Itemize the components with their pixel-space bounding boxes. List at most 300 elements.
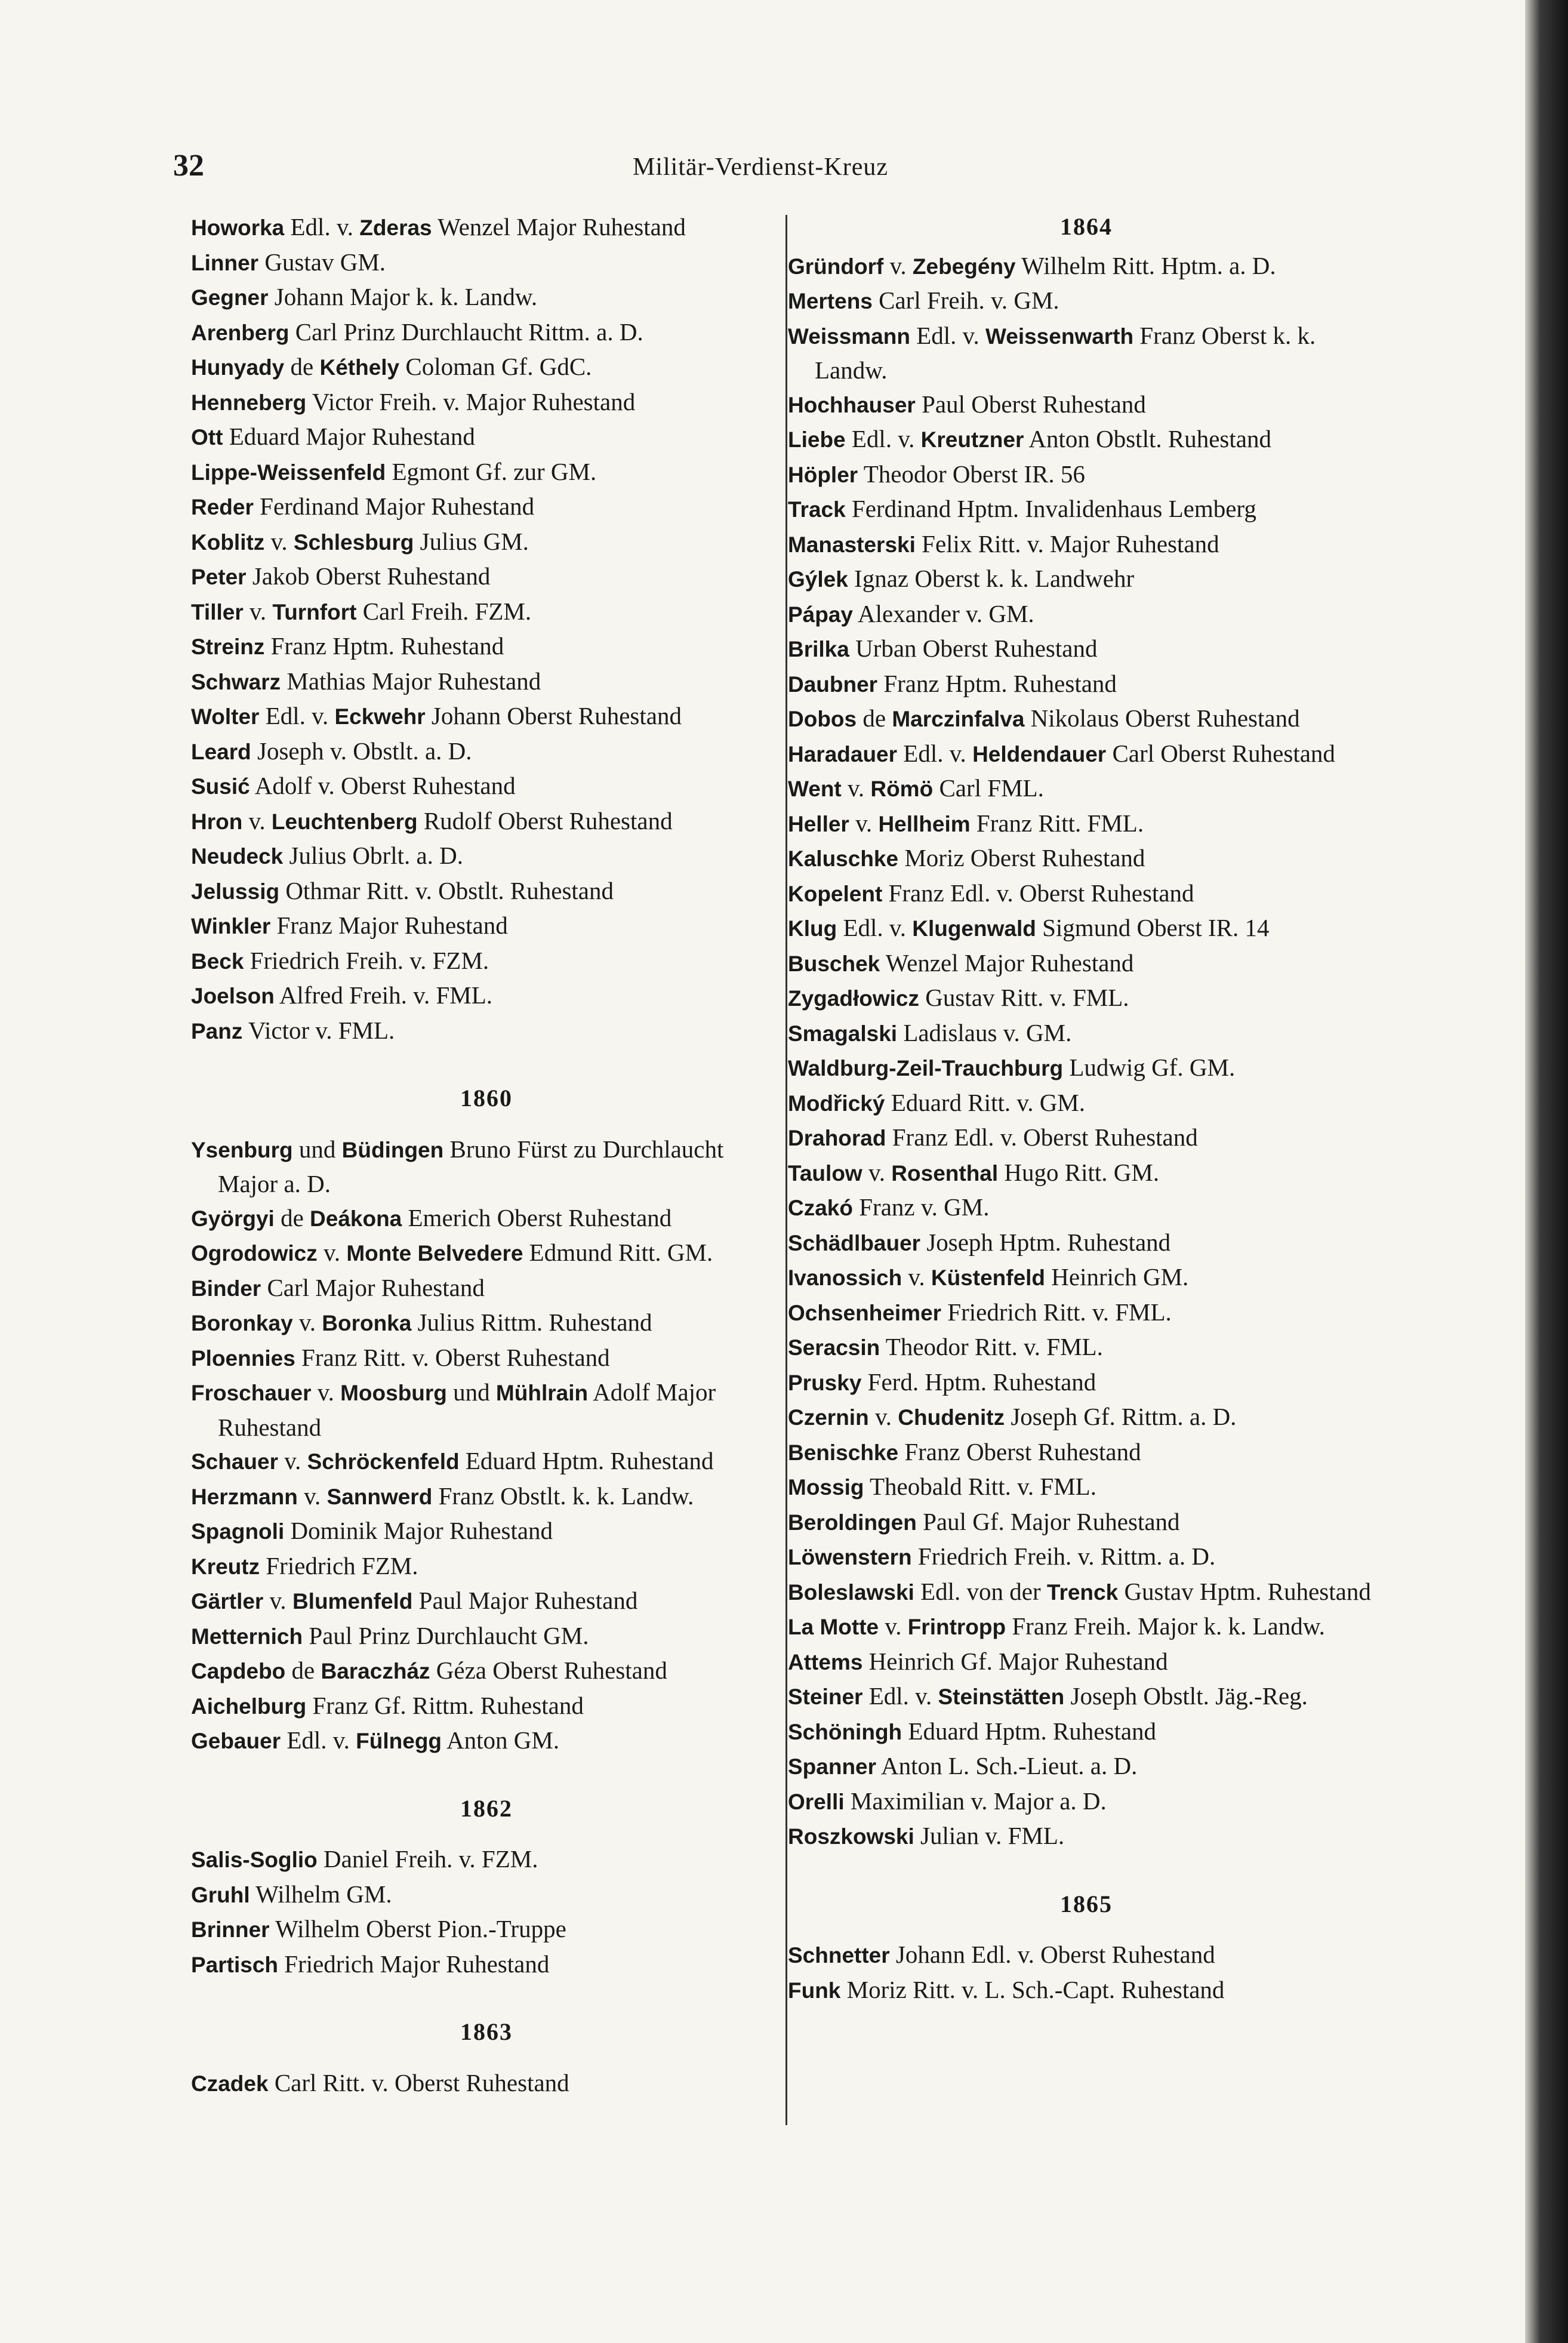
entry-text: Franz Oberst Ruhestand: [898, 1437, 1141, 1465]
list-item: [788, 1645, 1385, 1680]
list-item: [788, 562, 1385, 597]
list-item: [191, 455, 782, 490]
entry-surname: Spanner: [788, 1754, 877, 1779]
entry-predicate: Marczinfalva: [892, 707, 1025, 731]
entry-predicate: Sannwerd: [326, 1484, 433, 1509]
entry-text: v.: [311, 1378, 341, 1406]
list-item: [788, 1784, 1385, 1819]
entry-predicate: Blumenfeld: [292, 1589, 413, 1614]
list-item: [788, 841, 1385, 876]
entry-surname: Waldburg-Zeil-Trauchburg: [788, 1056, 1064, 1080]
entry-surname: Smagalski: [788, 1021, 898, 1046]
entry-surname: Mossig: [788, 1475, 864, 1500]
entry-text: Anton GM.: [442, 1726, 560, 1754]
entry-surname: Reder: [191, 495, 254, 519]
entry-text: Johann Oberst Ruhestand: [425, 702, 682, 729]
entry-text: v.: [278, 1447, 307, 1474]
entry-text: Wenzel Major Ruhestand: [432, 213, 686, 241]
list-item: [191, 1014, 782, 1049]
entry-surname: Zygadłowicz: [788, 986, 919, 1011]
list-item: [191, 1877, 782, 1913]
entry-text: Carl FML.: [933, 774, 1044, 802]
entry-text: Julian v. FML.: [914, 1822, 1065, 1849]
entry-surname: Hron: [191, 809, 243, 834]
entry-surname: Schauer: [191, 1449, 279, 1474]
entry-text: Ferdinand Hptm. Invalidenhaus Lemberg: [845, 495, 1256, 522]
entry-surname: Brinner: [191, 1917, 270, 1942]
entry-text: Dominik Major Ruhestand: [284, 1517, 553, 1544]
entry-text: Hugo Ritt. GM.: [998, 1158, 1160, 1186]
list-item: [788, 422, 1385, 457]
entry-surname: Gegner: [191, 285, 269, 310]
entry-surname: Funk: [788, 1978, 841, 2003]
list-item: [788, 737, 1385, 772]
entry-surname: Steiner: [788, 1685, 863, 1709]
entry-text: und: [292, 1135, 342, 1163]
list-item: [788, 981, 1385, 1016]
entry-predicate: Leuchtenberg: [271, 809, 418, 834]
list-item: [788, 1226, 1385, 1261]
list-item: [191, 874, 782, 909]
entry-surname: Spagnoli: [191, 1519, 285, 1544]
entry-predicate: Hellheim: [878, 811, 971, 836]
entry-text: Edmund Ritt. GM.: [523, 1239, 713, 1266]
entry-text: Alexander v. GM.: [853, 599, 1034, 627]
entry-text: Edl. v.: [910, 321, 985, 349]
list-item: [191, 1201, 782, 1236]
entry-predicate: Schröckenfeld: [307, 1449, 460, 1474]
list-item: [788, 1973, 1385, 2008]
entry-surname: Hunyady: [191, 355, 285, 380]
entry-surname: Gründorf: [788, 254, 884, 279]
entry-text: de: [284, 353, 320, 380]
list-item: [191, 2066, 782, 2101]
list-item: [788, 1609, 1385, 1645]
entry-text: Julius Obrlt. a. D.: [283, 842, 464, 869]
entry-text: Johann Edl. v. Oberst Ruhestand: [889, 1941, 1215, 1968]
list-item: [788, 597, 1385, 632]
entry-text: Theodor Oberst IR. 56: [858, 460, 1085, 488]
entry-surname: Leard: [191, 739, 251, 764]
entry-surname: Mertens: [788, 289, 873, 313]
entry-text: Eduard Hptm. Ruhestand: [902, 1717, 1157, 1745]
entry-surname: Gruhl: [191, 1882, 250, 1907]
list-item: [788, 1819, 1385, 1854]
entry-surname: Kaluschke: [788, 846, 899, 871]
entry-text: Friedrich Freih. v. Rittm. a. D.: [911, 1542, 1216, 1570]
list-item: [788, 1156, 1385, 1191]
entry-text: und: [446, 1378, 496, 1406]
entry-surname: Lippe-Weissenfeld: [191, 460, 386, 485]
entry-surname: Schädlbauer: [788, 1230, 921, 1255]
list-item: [788, 771, 1385, 806]
entry-surname: Löwenstern: [788, 1545, 912, 1569]
entry-text: v.: [263, 1587, 292, 1614]
list-item: [191, 1132, 782, 1201]
list-item: [191, 734, 782, 769]
list-item: [788, 1938, 1385, 1973]
entry-surname: Prusky: [788, 1370, 862, 1395]
entry-text: Coloman Gf. GdC.: [399, 353, 592, 380]
entry-text: Ignaz Oberst k. k. Landwehr: [848, 565, 1135, 592]
entry-text: Franz Oberst k. k. Landw.: [815, 321, 1316, 384]
entry-text: Rudolf Oberst Ruhestand: [417, 806, 673, 835]
entry-surname: Howorka: [191, 215, 285, 240]
list-item: [191, 210, 782, 245]
entry-text: Ferd. Hptm. Ruhestand: [861, 1368, 1096, 1396]
entry-surname: Jelussig: [191, 879, 280, 904]
section-year-1863: 1863: [460, 2018, 513, 2045]
list-item: [191, 1947, 782, 1982]
list-item: [788, 1365, 1385, 1400]
entry-surname: Herzmann: [191, 1484, 298, 1509]
entry-surname: Györgyi: [191, 1206, 275, 1231]
entry-predicate: Rosenthal: [891, 1160, 999, 1186]
list-item: [788, 632, 1385, 667]
entry-surname: Modřický: [788, 1091, 885, 1116]
entry-text: Daniel Freih. v. FZM.: [317, 1845, 538, 1873]
list-item: [788, 1435, 1385, 1470]
entry-predicate: Zderas: [359, 215, 432, 240]
list-item: [788, 946, 1385, 981]
entry-predicate: Zebegény: [912, 254, 1016, 279]
list-item: [191, 909, 782, 944]
list-item: [788, 701, 1385, 737]
entry-text: Franz Edl. v. Oberst Ruhestand: [882, 879, 1194, 907]
entry-text: Ludwig Gf. GM.: [1063, 1054, 1236, 1081]
list-item: [788, 1505, 1385, 1540]
entry-text: Friedrich FZM.: [260, 1551, 418, 1580]
entry-surname: Kopelent: [788, 881, 883, 906]
entry-surname: Attems: [788, 1649, 863, 1674]
entry-text: Gustav Hptm. Ruhestand: [1118, 1577, 1371, 1605]
entry-text: Franz Ritt. FML.: [970, 809, 1144, 837]
entry-predicate: Kéthely: [319, 355, 400, 380]
entry-text: v.: [317, 1239, 347, 1266]
entry-text: Edl. v.: [284, 213, 360, 241]
list-item: [191, 804, 782, 839]
entry-text: Carl Oberst Ruhestand: [1106, 739, 1335, 767]
entry-text: Wenzel Major Ruhestand: [880, 949, 1134, 977]
entry-text: Franz Hptm. Ruhestand: [877, 669, 1117, 697]
entry-surname: Boronkay: [191, 1311, 293, 1335]
entry-predicate: Heldendauer: [972, 741, 1107, 766]
entry-text: Paul Prinz Durchlaucht GM.: [303, 1621, 589, 1649]
entry-surname: Metternich: [191, 1624, 303, 1649]
entry-text: Johann Major k. k. Landw.: [268, 283, 538, 310]
list-item: [191, 839, 782, 874]
entry-surname: Klug: [788, 916, 837, 941]
entry-text: Edl. v.: [837, 914, 913, 941]
entry-text: Joseph Obstlt. Jäg.-Reg.: [1064, 1682, 1308, 1710]
entry-text: Victor v. FML.: [242, 1016, 395, 1044]
entry-text: Carl Freih. v. GM.: [872, 287, 1059, 314]
entry-text: Edl. v.: [845, 425, 921, 452]
entry-predicate: Steinstätten: [938, 1685, 1065, 1709]
entry-surname: Binder: [191, 1276, 261, 1301]
entry-text: Gustav Ritt. v. FML.: [919, 984, 1129, 1011]
entry-text: Moriz Oberst Ruhestand: [898, 844, 1145, 872]
entry-predicate: Mühlrain: [495, 1381, 589, 1405]
list-item: [788, 1679, 1385, 1714]
entry-surname: Benischke: [788, 1440, 899, 1465]
list-item: [191, 1549, 782, 1584]
entry-surname: Ott: [191, 425, 223, 449]
entry-surname: Haradauer: [788, 741, 898, 766]
list-item: [191, 1341, 782, 1376]
entry-surname: Henneberg: [191, 390, 307, 415]
entry-text: Franz Ritt. v. Oberst Ruhestand: [295, 1343, 610, 1371]
entry-surname: Schöningh: [788, 1719, 902, 1744]
column-divider: [785, 215, 787, 2125]
entry-text: de: [857, 704, 892, 732]
entry-text: Carl Prinz Durchlaucht Rittm. a. D.: [289, 318, 643, 346]
entry-surname: Track: [788, 497, 846, 522]
entry-predicate: Monte Belvedere: [346, 1241, 523, 1266]
entry-surname: Manasterski: [788, 532, 916, 557]
list-item: [191, 1271, 782, 1306]
entry-surname: Boleslawski: [788, 1580, 914, 1605]
entry-surname: Wolter: [191, 704, 260, 729]
entry-surname: La Motte: [788, 1615, 879, 1639]
list-item: [788, 911, 1385, 946]
entry-surname: Koblitz: [191, 529, 265, 555]
list-item: [191, 1584, 782, 1619]
list-item: [788, 319, 1385, 387]
list-item: [191, 350, 782, 385]
entry-surname: Brilka: [788, 637, 849, 661]
entry-surname: Gebauer: [191, 1729, 281, 1753]
list-item: [191, 699, 782, 734]
entry-text: Theodor Ritt. v. FML.: [880, 1333, 1103, 1360]
entry-text: v.: [841, 774, 871, 802]
list-item: [788, 1016, 1385, 1051]
entry-text: Friedrich Major Ruhestand: [278, 1950, 550, 1978]
entry-text: Sigmund Oberst IR. 14: [1036, 914, 1270, 941]
entry-text: Anton L. Sch.-Lieut. a. D.: [876, 1752, 1138, 1779]
list-item: [788, 457, 1385, 492]
section-year-1865: 1865: [1060, 1890, 1113, 1917]
left-column: [191, 210, 782, 2101]
entry-text: Heinrich GM.: [1045, 1263, 1189, 1291]
entry-surname: Streinz: [191, 635, 265, 659]
entry-surname: Panz: [191, 1018, 243, 1043]
list-item: [191, 315, 782, 350]
entry-text: Alfred Freih. v. FML.: [274, 981, 493, 1009]
entry-text: v.: [264, 527, 294, 555]
entry-text: Eduard Hptm. Ruhestand: [459, 1447, 714, 1474]
list-item: [788, 527, 1385, 562]
list-item: [191, 595, 782, 630]
entry-text: de: [274, 1203, 310, 1231]
list-item: [788, 249, 1385, 284]
entry-predicate: Moosburg: [340, 1381, 447, 1405]
entry-predicate: Klugenwald: [912, 916, 1036, 941]
entry-text: Joseph v. Obstlt. a. D.: [251, 737, 472, 765]
list-item: [191, 1514, 782, 1549]
entry-surname: Ploennies: [191, 1346, 295, 1371]
entry-text: v.: [879, 1612, 908, 1640]
entry-surname: Schnetter: [788, 1943, 890, 1968]
entry-text: Edl. v.: [897, 739, 973, 767]
entry-text: Franz Gf. Rittm. Ruhestand: [306, 1691, 584, 1719]
entry-text: Felix Ritt. v. Major Ruhestand: [915, 529, 1219, 558]
entry-text: v.: [902, 1263, 931, 1291]
entry-predicate: Chudenitz: [898, 1405, 1005, 1430]
entry-text: Franz Edl. v. Oberst Ruhestand: [886, 1123, 1198, 1151]
entry-text: Emerich Oberst Ruhestand: [402, 1203, 672, 1231]
entry-surname: Linner: [191, 250, 259, 275]
entry-text: Egmont Gf. zur GM.: [386, 457, 597, 485]
entry-text: v.: [292, 1308, 322, 1336]
entry-surname: Capdebo: [191, 1659, 286, 1683]
entry-text: v.: [868, 1403, 898, 1430]
entry-text: Friedrich Freih. v. FZM.: [244, 946, 489, 974]
list-item: [191, 944, 782, 979]
entry-text: Joseph Gf. Rittm. a. D.: [1005, 1403, 1237, 1430]
entry-surname: Ogrodowicz: [191, 1241, 318, 1266]
entry-surname: Aichelburg: [191, 1694, 307, 1719]
entry-predicate: Frintropp: [907, 1615, 1006, 1639]
entry-predicate: Römö: [870, 777, 934, 801]
entry-predicate: Fülnegg: [356, 1729, 442, 1753]
entry-surname: Orelli: [788, 1789, 845, 1814]
entry-text: Joseph Hptm. Ruhestand: [920, 1228, 1171, 1256]
entry-text: Carl Freih. FZM.: [356, 597, 532, 625]
list-item: [788, 1086, 1385, 1121]
list-item: [788, 1051, 1385, 1086]
entry-surname: Ochsenheimer: [788, 1300, 942, 1325]
entry-surname: Roszkowski: [788, 1824, 914, 1849]
entry-predicate: Baraczház: [321, 1659, 430, 1683]
entry-text: v.: [297, 1482, 327, 1510]
list-item: [191, 629, 782, 664]
list-item: [191, 525, 782, 560]
list-item: [788, 1120, 1385, 1156]
entry-predicate: Schlesburg: [293, 529, 414, 555]
entry-text: Franz Major Ruhestand: [270, 912, 508, 939]
list-item: [191, 1306, 782, 1341]
list-item: [191, 1842, 782, 1877]
list-item: [191, 489, 782, 525]
entry-text: v.: [242, 806, 272, 835]
list-item: [191, 769, 782, 804]
entry-text: Jakob Oberst Ruhestand: [246, 562, 491, 590]
entry-surname: Buschek: [788, 951, 880, 976]
entry-text: Franz Freih. Major k. k. Landw.: [1006, 1612, 1325, 1640]
entry-text: Edl. v.: [259, 702, 335, 729]
entry-surname: Peter: [191, 565, 247, 589]
entry-text: v.: [849, 809, 879, 837]
list-item: [788, 492, 1385, 527]
entry-surname: Höpler: [788, 462, 858, 487]
list-item: [788, 387, 1385, 423]
entry-text: v.: [883, 251, 913, 279]
entry-surname: Arenberg: [191, 320, 289, 345]
entry-surname: Salis-Soglio: [191, 1848, 318, 1872]
entry-text: Maximilian v. Major a. D.: [844, 1787, 1107, 1815]
list-item: [788, 284, 1385, 319]
entry-text: Julius GM.: [414, 527, 529, 555]
list-item: [191, 1912, 782, 1947]
entry-surname: Gärtler: [191, 1589, 264, 1614]
entry-surname: Tiller: [191, 599, 244, 624]
list-item: [788, 1400, 1385, 1435]
entry-predicate: Trenck: [1046, 1580, 1119, 1605]
entry-text: Wilhelm GM.: [249, 1880, 392, 1908]
entry-text: Franz Obstlt. k. k. Landw.: [432, 1482, 694, 1510]
entry-surname: Kreutz: [191, 1554, 260, 1579]
entry-predicate: Boronka: [322, 1311, 412, 1335]
entry-text: Anton Obstlt. Ruhestand: [1024, 425, 1271, 452]
entry-text: Franz v. GM.: [852, 1193, 990, 1221]
entry-text: Adolf Major Ruhestand: [218, 1378, 716, 1441]
entry-surname: Schwarz: [191, 669, 281, 694]
entry-predicate: Deákona: [310, 1206, 402, 1231]
entry-predicate: Weissenwarth: [985, 324, 1134, 349]
entry-surname: Went: [788, 777, 842, 801]
list-item: [191, 978, 782, 1014]
list-item: [788, 1749, 1385, 1784]
entry-text: Ladislaus v. GM.: [897, 1018, 1072, 1046]
entry-text: Paul Oberst Ruhestand: [915, 390, 1146, 418]
list-item: [191, 1375, 782, 1444]
entry-text: Carl Ritt. v. Oberst Ruhestand: [268, 2068, 569, 2096]
entry-text: Franz Hptm. Ruhestand: [264, 632, 504, 660]
list-item: [191, 1723, 782, 1759]
page-header: [0, 148, 1528, 184]
entry-text: Mathias Major Ruhestand: [281, 667, 541, 695]
entry-text: Friedrich Ritt. v. FML.: [941, 1298, 1172, 1326]
entry-surname: Heller: [788, 811, 849, 836]
list-item: [191, 245, 782, 281]
entry-text: Géza Oberst Ruhestand: [430, 1657, 667, 1684]
section-year-1860: 1860: [460, 1085, 513, 1112]
entry-surname: Czernin: [788, 1405, 869, 1430]
page-number: 32: [173, 149, 204, 183]
list-item: [788, 1190, 1385, 1226]
list-item: [788, 1330, 1385, 1365]
list-item: [788, 1470, 1385, 1505]
list-item: [191, 1689, 782, 1724]
list-item: [191, 1444, 782, 1479]
list-item: [788, 876, 1385, 912]
list-item: [191, 664, 782, 700]
entry-text: Wilhelm Ritt. Hptm. a. D.: [1015, 251, 1276, 279]
entry-text: Wilhelm Oberst Pion.-Truppe: [269, 1915, 566, 1942]
list-item: [788, 667, 1385, 702]
entry-surname: Neudeck: [191, 844, 284, 869]
entry-predicate: Kreutzner: [920, 427, 1024, 452]
list-item: [788, 1714, 1385, 1750]
entry-surname: Ysenburg: [191, 1137, 293, 1162]
entry-text: Eduard Ritt. v. GM.: [885, 1088, 1086, 1116]
entry-surname: Susić: [191, 774, 250, 799]
entry-text: de: [285, 1657, 321, 1684]
list-item: [191, 1619, 782, 1654]
entry-surname: Weissmann: [788, 324, 910, 349]
list-item: [788, 1295, 1385, 1331]
entry-surname: Czakó: [788, 1196, 853, 1220]
entry-text: Edl. von der: [914, 1577, 1047, 1605]
entry-text: Carl Major Ruhestand: [261, 1273, 485, 1301]
entry-text: v.: [243, 597, 273, 625]
entry-surname: Partisch: [191, 1952, 279, 1977]
entry-surname: Drahorad: [788, 1126, 886, 1150]
entry-text: Victor Freih. v. Major Ruhestand: [306, 387, 636, 415]
entry-surname: Beroldingen: [788, 1510, 917, 1535]
entry-text: Paul Gf. Major Ruhestand: [916, 1507, 1180, 1535]
